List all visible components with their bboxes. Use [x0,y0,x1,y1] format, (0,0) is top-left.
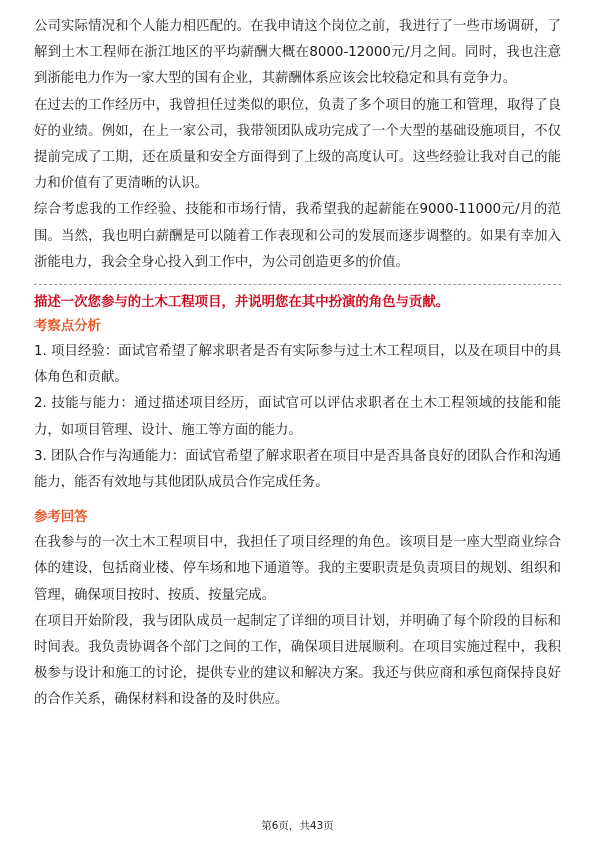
analysis-heading: 考察点分析 [34,319,101,335]
intro-paragraph-1: 公司实际情况和个人能力相匹配的。在我申请这个岗位之前，我进行了一些市场调研，了解到土木工程师在浙江地区的平均薪酬大概在8000-12000元/月之间。同时，我也注意到浙能电力作为一家大型的国有企业，其薪酬体系应该会比较稳定和具有竞争力。 [34,19,561,87]
page-footer: 第6页，共43页 [261,820,334,832]
document-page [34,14,561,714]
section-divider [34,284,561,285]
analysis-item-1: 1. 项目经验：面试官希望了解求职者是否有实际参与过土木工程项目，以及在项目中的具体角色和贡献。 [34,344,561,386]
answer-heading: 参考回答 [34,510,88,526]
analysis-item-2: 2. 技能与能力：通过描述项目经历，面试官可以评估求职者在土木工程领域的技能和能力，如项目管理、设计、施工等方面的能力。 [34,396,561,438]
answer-paragraph-2: 在项目开始阶段，我与团队成员一起制定了详细的项目计划，并明确了每个阶段的目标和时间表。我负责协调各个部门之间的工作，确保项目进展顺利。在项目实施过程中，我积极参与设计和施工的讨论，提供专业的建议和解决方案。我还与供应商和承包商保持良好的合作关系，确保材料和设备的及时供应。 [34,613,561,708]
analysis-item-3: 3. 团队合作与沟通能力：面试官希望了解求职者在项目中是否具备良好的团队合作和沟通能力，能否有效地与其他团队成员合作完成任务。 [34,448,561,491]
answer-paragraph-1: 在我参与的一次土木工程项目中，我担任了项目经理的角色。该项目是一座大型商业综合体的建设，包括商业楼、停车场和地下通道等。我的主要职责是负责项目的规划、组织和管理，确保项目按时、按质、按量完成。 [34,535,561,603]
intro-paragraph-2: 在过去的工作经历中，我曾担任过类似的职位，负责了多个项目的施工和管理，取得了良好的业绩。例如，在上一家公司，我带领团队成功完成了一个大型的基础设施项目，不仅提前完成了工期，还在质量和安全方面得到了上级的高度认可。这些经验让我对自己的能力和价值有了更清晰的认识。 [34,97,561,192]
interview-question: 描述一次您参与的土木工程项目，并说明您在其中扮演的角色与贡献。 [34,295,450,311]
intro-paragraph-3: 综合考虑我的工作经验、技能和市场行情，我希望我的起薪能在9000-11000元/月的范围。当然，我也明白薪酬是可以随着工作表现和公司的发展而逐步调整的。如果有幸加入浙能电力，我会全身心投入到工作中，为公司创造更多的价值。 [34,202,561,270]
